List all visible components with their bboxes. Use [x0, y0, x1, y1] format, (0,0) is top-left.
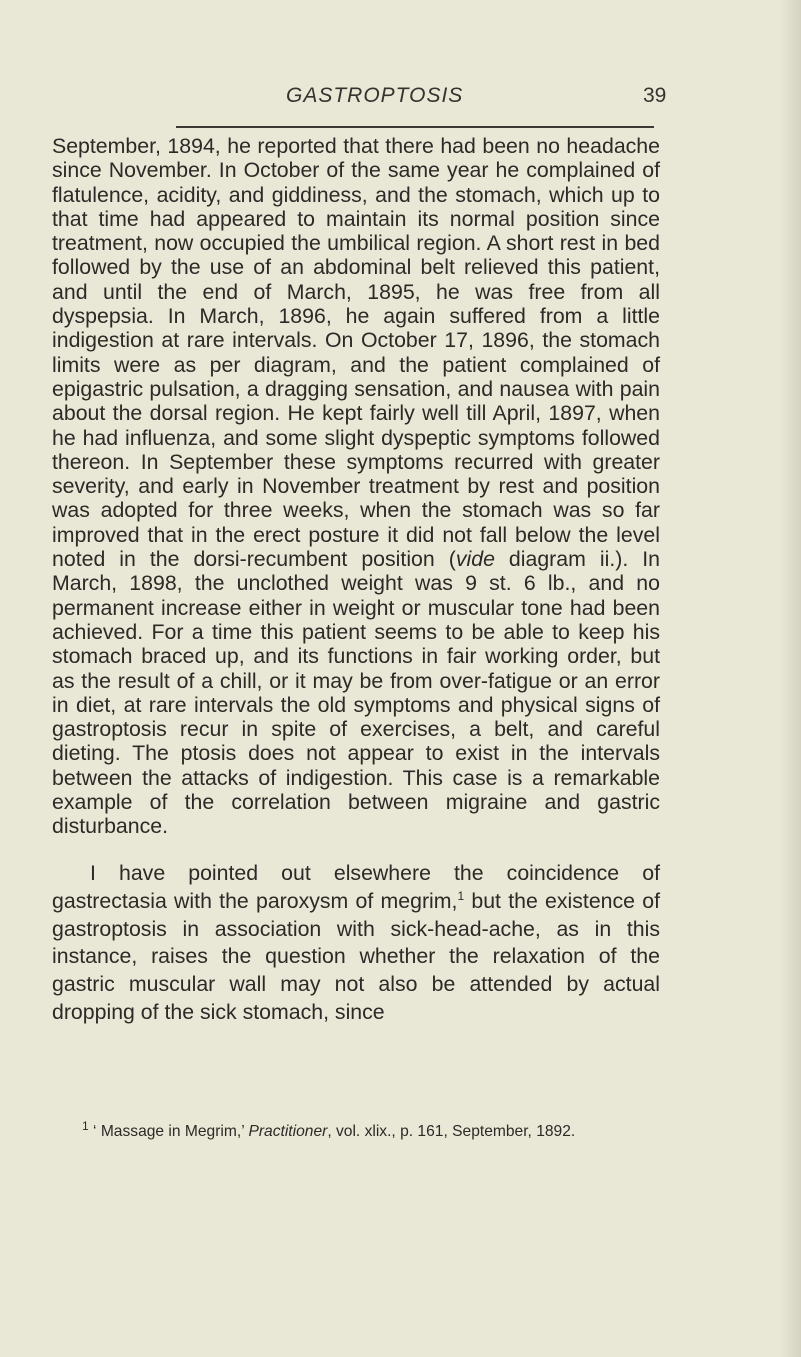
page-number: 39 — [643, 84, 667, 107]
paragraph-case-report — [52, 134, 660, 839]
footnote-text-b: , vol. xlix., p. 161, September, 1892. — [327, 1123, 576, 1140]
footnote-text-a: ‘ Massage in Megrim,’ — [88, 1123, 249, 1140]
footnote-marker: 1 — [82, 1118, 89, 1133]
header-rule — [176, 126, 654, 128]
footnote — [52, 1118, 660, 1142]
paragraph-megrim-text-b: but the existence of gastroptosis in association with sick-head-ache, as in this instance, raises the question whether the relaxation of the gastric muscular wall may not also be attended by actual dropping of the sick stomach, since — [52, 888, 660, 1024]
footnote-reference: 1 — [457, 888, 465, 903]
paragraph-case-report-text-b: diagram ii.). In March, 1898, the unclothed weight was 9 st. 6 lb., and no permanent increase either in weight or muscular tone had been achieved. For a time this patient seems to be able to keep his stomach braced up, and its functions in fair working order, but as the result of a chill, or it may be from over-fatigue or an error in diet, at rare intervals the old symptoms and physical signs of gastroptosis recur in spite of exercises, a belt, and careful dieting. The ptosis does not appear to exist in the intervals between the attacks of indigestion. This case is a remarkable example of the correlation between migraine and gastric disturbance. — [52, 547, 661, 839]
paragraph-case-report-text-a: September, 1894, he reported that there had been no headache since November. In October of the same year he complained of flatulence, acidity, and giddiness, and the stomach, which up to that time had appeared to maintain its normal position since treatment, now occupied the umbilical region. A short rest in bed followed by the use of an abdominal belt relieved this patient, and until the end of March, 1895, he was free from all dyspepsia. In March, 1896, he again suffered from a little indigestion at rare intervals. On October 17, 1896, the stomach limits were as per diagram, and the patient complained of epigastric pulsation, a dragging sensation, and nausea with pain about the dorsal region. He kept fairly well till April, 1897, when he had influenza, and some slight dyspeptic symptoms followed thereon. In September these symptoms recurred with greater severity, and early in November treatment by rest and position was adopted for three weeks, when the stomach was so far improved that in the erect posture it did not fall below the level noted in the dorsi-recumbent position ( — [52, 134, 660, 572]
paragraph-megrim-discussion — [52, 860, 660, 1027]
paragraph-megrim-text-a: I have pointed out elsewhere the coincidence of gastrectasia with the paroxysm of megrim, — [52, 861, 660, 913]
footnote-journal: Practitioner — [248, 1123, 328, 1140]
vide-italic: vide — [455, 547, 495, 572]
running-title: GASTROPTOSIS — [286, 84, 464, 107]
page-edge-shadow — [779, 0, 801, 1357]
